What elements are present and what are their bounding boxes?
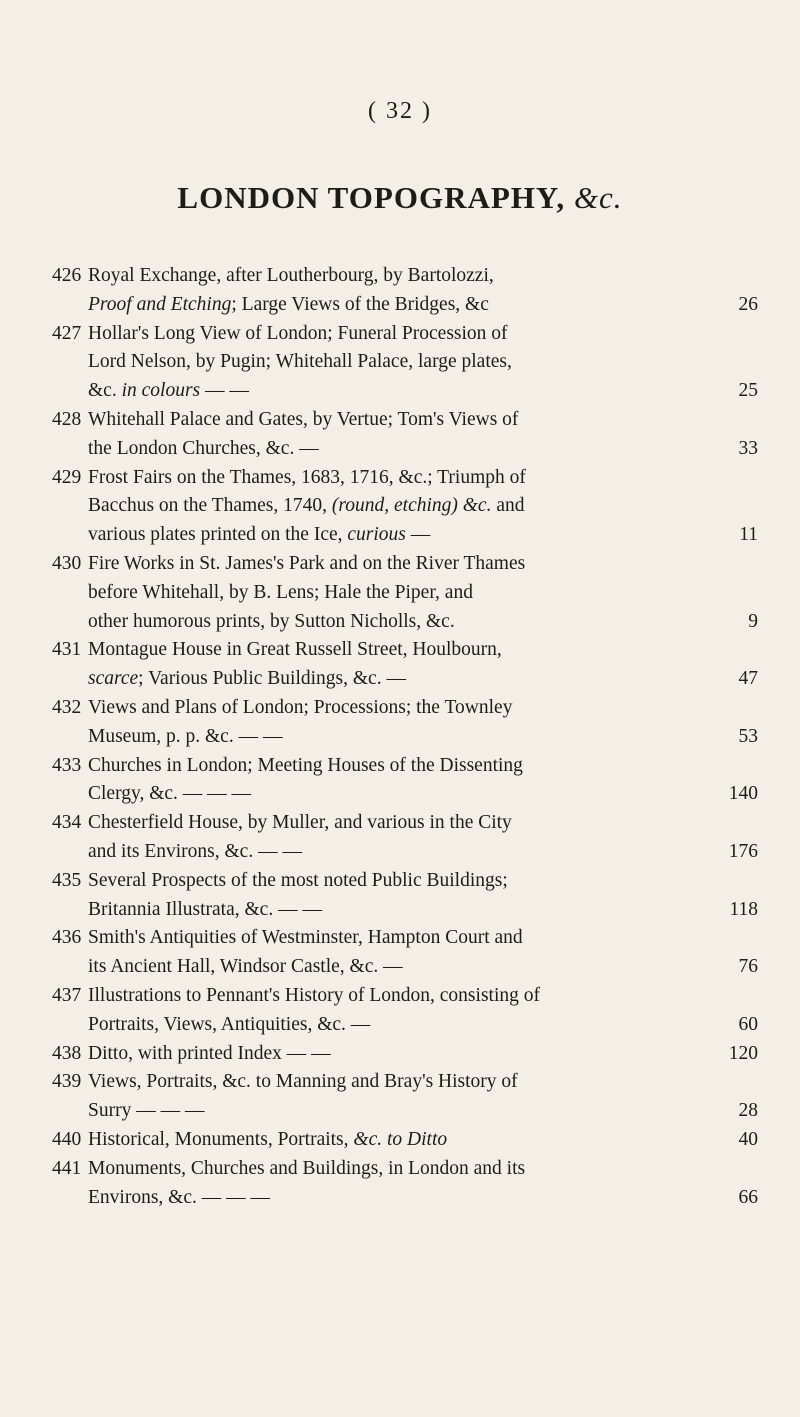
lot-price: 40 <box>738 1128 758 1150</box>
entry-line: Montague House in Great Russell Street, Houlbourn, <box>88 639 502 661</box>
entry-line: before Whitehall, by B. Lens; Hale the Piper, and <box>88 581 473 603</box>
entry-line: Britannia Illustrata, &c. — — 118 <box>88 896 758 925</box>
lot-price: 26 <box>738 293 758 315</box>
lot-price: 60 <box>738 1013 758 1035</box>
entry-line: Clergy, &c. — — — 140 <box>88 780 758 809</box>
entry-line: its Ancient Hall, Windsor Castle, &c. — 76 <box>88 953 758 982</box>
catalogue-entry <box>52 809 758 867</box>
entry-line: Smith's Antiquities of Westminster, Hampton Court and <box>88 927 523 949</box>
entry-line: Chesterfield House, by Muller, and various in the City <box>88 812 512 834</box>
catalogue-entry <box>52 1040 758 1069</box>
catalogue-entry <box>52 1155 758 1213</box>
entry-line: Illustrations to Pennant's History of London, consisting of <box>88 984 540 1006</box>
catalogue-entry <box>52 1126 758 1155</box>
entry-line: Proof and Etching; Large Views of the Bridges, &c 26 <box>88 291 758 320</box>
catalogue-entry <box>52 320 758 406</box>
lot-price: 120 <box>728 1042 758 1064</box>
catalogue-entry <box>52 406 758 464</box>
entry-line: Churches in London; Meeting Houses of the Dissenting <box>88 754 523 776</box>
page-number: ( 32 ) <box>368 98 432 124</box>
lot-number: 429 <box>52 466 82 488</box>
lot-price: 140 <box>728 783 758 805</box>
entry-line: and its Environs, &c. — — 176 <box>88 838 758 867</box>
catalogue-entry <box>52 752 758 810</box>
lot-price: 33 <box>738 437 758 459</box>
entry-line: Monuments, Churches and Buildings, in London and its <box>88 1157 526 1179</box>
lot-number: 434 <box>52 812 82 834</box>
lot-price: 9 <box>748 610 758 632</box>
lot-number: 438 <box>52 1042 82 1064</box>
lot-number: 435 <box>52 869 82 891</box>
lot-price: 176 <box>728 840 758 862</box>
lot-price: 25 <box>738 380 758 402</box>
lot-number: 428 <box>52 408 82 430</box>
entry-line: Historical, Monuments, Portraits, &c. to Ditto 40 <box>88 1126 758 1155</box>
catalogue-entry <box>52 550 758 636</box>
entry-line: Several Prospects of the most noted Public Buildings; <box>88 869 508 891</box>
lot-price: 76 <box>738 956 758 978</box>
lot-number: 436 <box>52 927 82 949</box>
entry-line: Ditto, with printed Index — — 120 <box>88 1040 758 1069</box>
entry-line: Views, Portraits, &c. to Manning and Bray's History of <box>88 1071 518 1093</box>
catalogue-entry <box>52 464 758 550</box>
entry-line: Fire Works in St. James's Park and on the River Thames <box>88 552 526 574</box>
entry-line: Whitehall Palace and Gates, by Vertue; Tom's Views of <box>88 408 519 430</box>
entry-line: Lord Nelson, by Pugin; Whitehall Palace, large plates, <box>88 351 512 373</box>
heading-suffix: &c. <box>573 180 623 215</box>
lot-number: 439 <box>52 1071 82 1093</box>
entry-line: Surry — — — 28 <box>88 1097 758 1126</box>
catalogue-entry <box>52 694 758 752</box>
entry-line: Frost Fairs on the Thames, 1683, 1716, &c.; Triumph of <box>88 466 526 488</box>
lot-price: 28 <box>738 1100 758 1122</box>
entry-line: &c. in colours — — 25 <box>88 377 758 406</box>
catalogue-entry <box>52 1068 758 1126</box>
catalogue-entry <box>52 636 758 694</box>
lot-number: 437 <box>52 984 82 1006</box>
catalogue-entry <box>52 867 758 925</box>
entry-line: various plates printed on the Ice, curious — 11 <box>88 521 758 550</box>
lot-number: 441 <box>52 1157 82 1179</box>
entry-line: Museum, p. p. &c. — — 53 <box>88 723 758 752</box>
entry-line: Environs, &c. — — — 66 <box>88 1184 758 1213</box>
lot-number: 440 <box>52 1128 82 1150</box>
heading-text: LONDON TOPOGRAPHY, <box>177 180 566 215</box>
lot-price: 53 <box>738 725 758 747</box>
entry-line: the London Churches, &c. — 33 <box>88 435 758 464</box>
entry-line: other humorous prints, by Sutton Nicholls, &c. 9 <box>88 608 758 637</box>
catalogue-entry <box>52 924 758 982</box>
catalogue-entries <box>52 262 758 1212</box>
lot-number: 432 <box>52 696 82 718</box>
entry-line: Portraits, Views, Antiquities, &c. — 60 <box>88 1011 758 1040</box>
lot-number: 430 <box>52 552 82 574</box>
lot-number: 433 <box>52 754 82 776</box>
lot-price: 47 <box>738 668 758 690</box>
lot-number: 427 <box>52 322 82 344</box>
catalogue-entry <box>52 982 758 1040</box>
page-heading <box>0 180 800 216</box>
lot-price: 11 <box>739 524 758 546</box>
entry-line: Hollar's Long View of London; Funeral Procession of <box>88 322 508 344</box>
entry-line: scarce; Various Public Buildings, &c. — 47 <box>88 665 758 694</box>
lot-number: 431 <box>52 639 82 661</box>
entry-line: Bacchus on the Thames, 1740, (round, etching) &c. and <box>88 495 525 517</box>
entry-line: Royal Exchange, after Loutherbourg, by Bartolozzi, <box>88 265 494 286</box>
lot-price: 66 <box>738 1186 758 1208</box>
lot-price: 118 <box>729 898 758 920</box>
lot-number: 426 <box>52 265 82 286</box>
catalogue-entry <box>52 262 758 320</box>
entry-line: Views and Plans of London; Processions; the Townley <box>88 696 513 718</box>
